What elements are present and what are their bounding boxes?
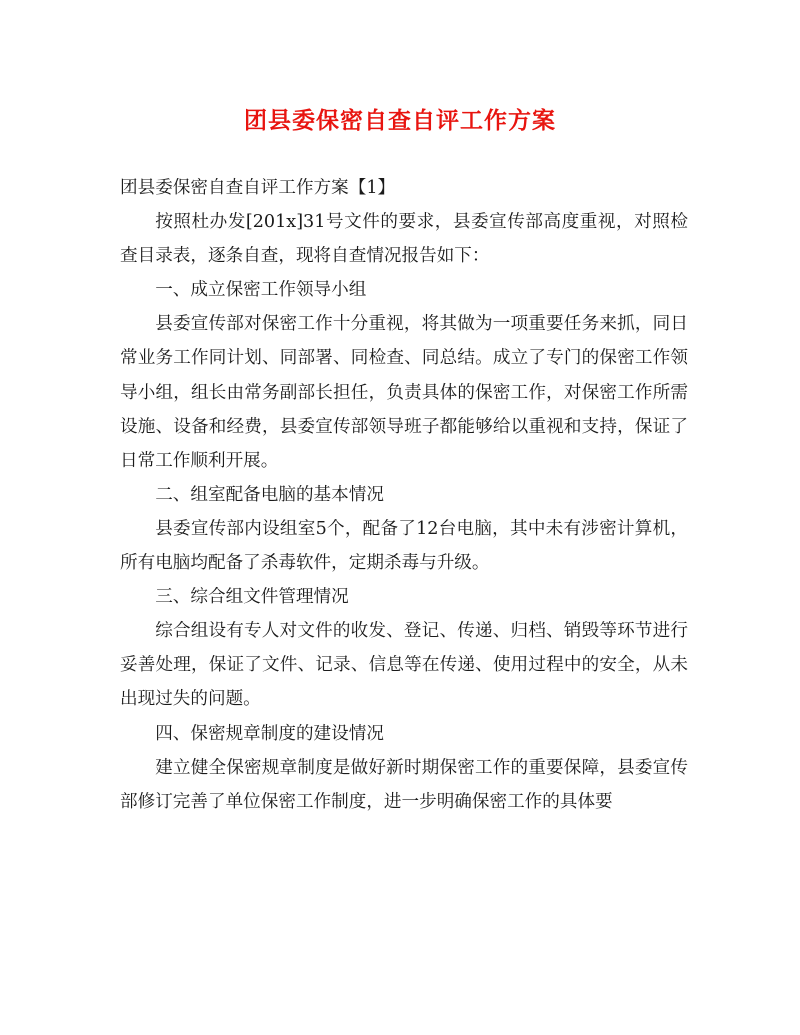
paragraph-section-4: 建立健全保密规章制度是做好新时期保密工作的重要保障，县委宣传部修订完善了单位保密工作制度，进一步明确保密工作的具体要: [120, 757, 688, 812]
paragraph-section-2: 县委宣传部内设组室5个，配备了12台电脑，其中未有涉密计算机，所有电脑均配备了杀毒软件，定期杀毒与升级。: [120, 518, 688, 574]
section-heading-4: 四、保密规章制度的建设情况: [155, 723, 384, 744]
document-title: 团县委保密自查自评工作方案: [244, 107, 556, 134]
paragraph-section-1: 县委宣传部对保密工作十分重视，将其做为一项重要任务来抓，同日常业务工作同计划、同部署、同检查、同总结。成立了专门的保密工作领导小组，组长由常务副部长担任，负责具体的保密工作，对保密工作所需设施、设备和经费，县委宣传部领导班子都能够给以重视和支持，保证了日常工作顺利开展。: [120, 314, 688, 471]
paragraph-section-3: 综合组设有专人对文件的收发、登记、传递、归档、销毁等环节进行妥善处理，保证了文件、记录、信息等在传递、使用过程中的安全，从未出现过失的问题。: [120, 621, 688, 710]
section-heading-1: 一、成立保密工作领导小组: [155, 280, 367, 301]
section-heading-2: 二、组室配备电脑的基本情况: [155, 484, 384, 505]
document-body: [120, 171, 688, 819]
section-heading-3: 三、综合组文件管理情况: [155, 587, 349, 608]
document-subtitle: 团县委保密自查自评工作方案【1】: [120, 178, 396, 198]
paragraph-intro: 按照杜办发[201x]31号文件的要求，县委宣传部高度重视，对照检查目录表，逐条自查，现将自查情况报告如下：: [120, 212, 688, 267]
